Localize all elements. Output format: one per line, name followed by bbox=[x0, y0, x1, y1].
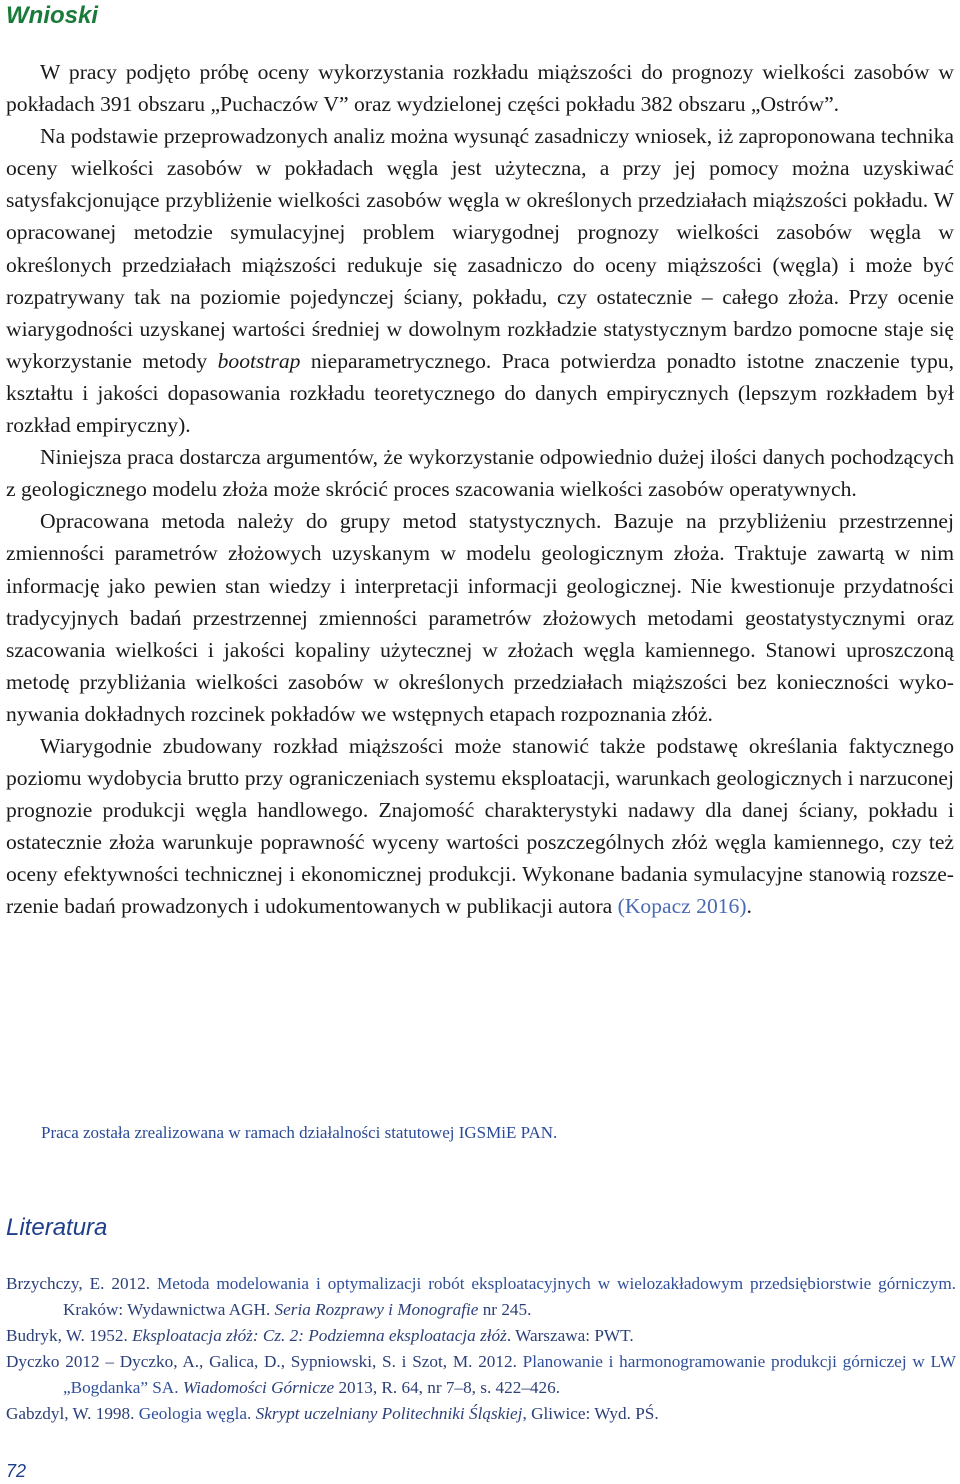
reference-author: Brzychczy, E. 2012. bbox=[6, 1274, 157, 1293]
reference-item bbox=[6, 1401, 956, 1427]
section-heading-conclusions: Wnioski bbox=[6, 2, 99, 29]
reference-item bbox=[6, 1323, 956, 1349]
reference-author: Gabzdyl, W. 1998. bbox=[6, 1404, 139, 1423]
reference-tail: nr 245. bbox=[478, 1300, 532, 1319]
reference-series: Wiadomości Górnicze bbox=[182, 1378, 335, 1397]
conclusions-body bbox=[6, 56, 954, 923]
paragraph-2 bbox=[6, 120, 954, 441]
reference-tail: 2013, R. 64, nr 7–8, s. 422–426. bbox=[334, 1378, 560, 1397]
reference-publisher: Kraków: Wydawnictwa AGH. bbox=[63, 1300, 275, 1319]
reference-series: Skrypt uczelniany Politechniki Śląskiej bbox=[255, 1404, 523, 1423]
acknowledgement-note: Praca została zrealizowana w ramach działalności statutowej IGSMiE PAN. bbox=[41, 1123, 558, 1142]
page-number: 72 bbox=[6, 1461, 27, 1481]
reference-item bbox=[6, 1271, 956, 1323]
paragraph-2-text-b: nieparametrycznego. Praca potwierdza ponadto istotne znaczenie typu, kształtu i jakości dopasowania rozkładu teoretycznego do danych empirycznych (lepszym rozkładem był rozkład empiryczny). bbox=[6, 348, 954, 438]
paragraph-5-end: . bbox=[746, 894, 752, 919]
reference-author: Budryk, W. 1952. bbox=[6, 1326, 133, 1345]
paragraph-2-text-a: Na podstawie przeprowadzonych analiz można wysunąć zasadniczy wniosek, iż zaproponowana technika oceny wielkości zasobów w pokładach węgla jest użyteczna, a przy jej pomocy można uzyskiwać satysfakcjonujące przybliżenie wielkości zasobów węgla w określonych przedziałach miąższości pokładu. W opracowanej metodzie symulacyjnej problem wiarygodnej prognozy wielkości zasobów węgla w określonych przedziałach miąższości redukuje się zasadniczo do oceny miąższości (węgla) i może być rozpatrywany tak na poziomie pojedynczej ściany, pokładu, czy ostatecznie – całego złoża. Przy ocenie wiarygodności uzyskanej wartości średniej w dowolnym rozkładzie statystycznym bardzo pomocne staje się wykorzystanie metody bbox=[6, 124, 954, 373]
section-heading-literature: Literatura bbox=[6, 1214, 108, 1241]
reference-tail: , Gliwice: Wyd. PŚ. bbox=[522, 1404, 659, 1423]
citation-link-kopacz-2016[interactable]: (Kopacz 2016) bbox=[617, 894, 747, 919]
reference-series: Seria Rozprawy i Monografie bbox=[274, 1300, 479, 1319]
paragraph-3: Niniejsza praca dostarcza argumentów, że wykorzystanie odpowiednio dużej ilości danych pochodzących z geologicznego modelu złoża może skrócić proces szacowania wielkości zasobów operatywnych. bbox=[6, 445, 954, 502]
reference-title: Geologia węgla. bbox=[138, 1404, 252, 1423]
paragraph-4: Opracowana metoda należy do grupy metod statystycznych. Bazuje na przybliżeniu przestrzennej zmienności parametrów złożowych uzyskanym w modelu geologicznym złoża. Traktuje zawartą w nim informację jako pewien stan wiedzy i interpretacji informacji geologicznej. Nie kwestionuje przydatności tradycyjnych badań przestrzennej zmienności parametrów złożowych metodami geostatystycznymi oraz szacowania wielkości i jakości kopaliny użytecznej w złożach węgla kamiennego. Stanowi uproszczoną metodę przybliżania wielkości zasobów w określonych przedziałach miąższości bez konieczności wykonywania dokładnych rozcinek pokładów we wstępnych etapach rozpoznania złóż. bbox=[6, 509, 954, 726]
paragraph-5-text: Wiarygodnie zbudowany rozkład miąższości może stanowić także podstawę określania faktycznego poziomu wydobycia brutto przy ograniczeniach systemu eksploatacji, warunkach geologicznych i narzuconej prognozie produkcji węgla handlowego. Znajomość charakterystyki nadawy dla danej ściany, pokładu i ostatecznie złoża warunkuje poprawność wyceny wartości poszczególnych złóż węgla kamiennego, czy też oceny efektywności technicznej i ekonomicznej produkcji. Wykonane badania symulacyjne stanowią rozszerzenie badań prowadzonych i udokumentowanych w publikacji autora bbox=[6, 733, 954, 919]
paragraph-5 bbox=[6, 730, 954, 923]
reference-author: Dyczko 2012 – Dyczko, A., Galica, D., Sypniowski, S. i Szot, M. 2012. bbox=[6, 1352, 523, 1371]
reference-series: Eksploatacja złóż: Cz. 2: Podziemna eksploatacja złóż bbox=[132, 1326, 507, 1345]
paragraph-1: W pracy podjęto próbę oceny wykorzystania rozkładu miąższości do prognozy wielkości zasobów w pokładach 391 obszaru „Puchaczów V” oraz wydzielonej części pokładu 382 obszaru „Ostrów”. bbox=[6, 60, 954, 117]
reference-item bbox=[6, 1349, 956, 1401]
bootstrap-term: bootstrap bbox=[217, 348, 301, 373]
reference-list bbox=[6, 1271, 956, 1427]
reference-tail: . Warszawa: PWT. bbox=[506, 1326, 634, 1345]
reference-title: Metoda modelowania i optymalizacji robót eksploatacyjnych w wielozakładowym przedsiębiorstwie górniczym. bbox=[156, 1274, 956, 1293]
reference-title: Planowanie i harmonogramowanie produkcji górniczej w LW „Bogdanka” SA. bbox=[63, 1352, 956, 1397]
